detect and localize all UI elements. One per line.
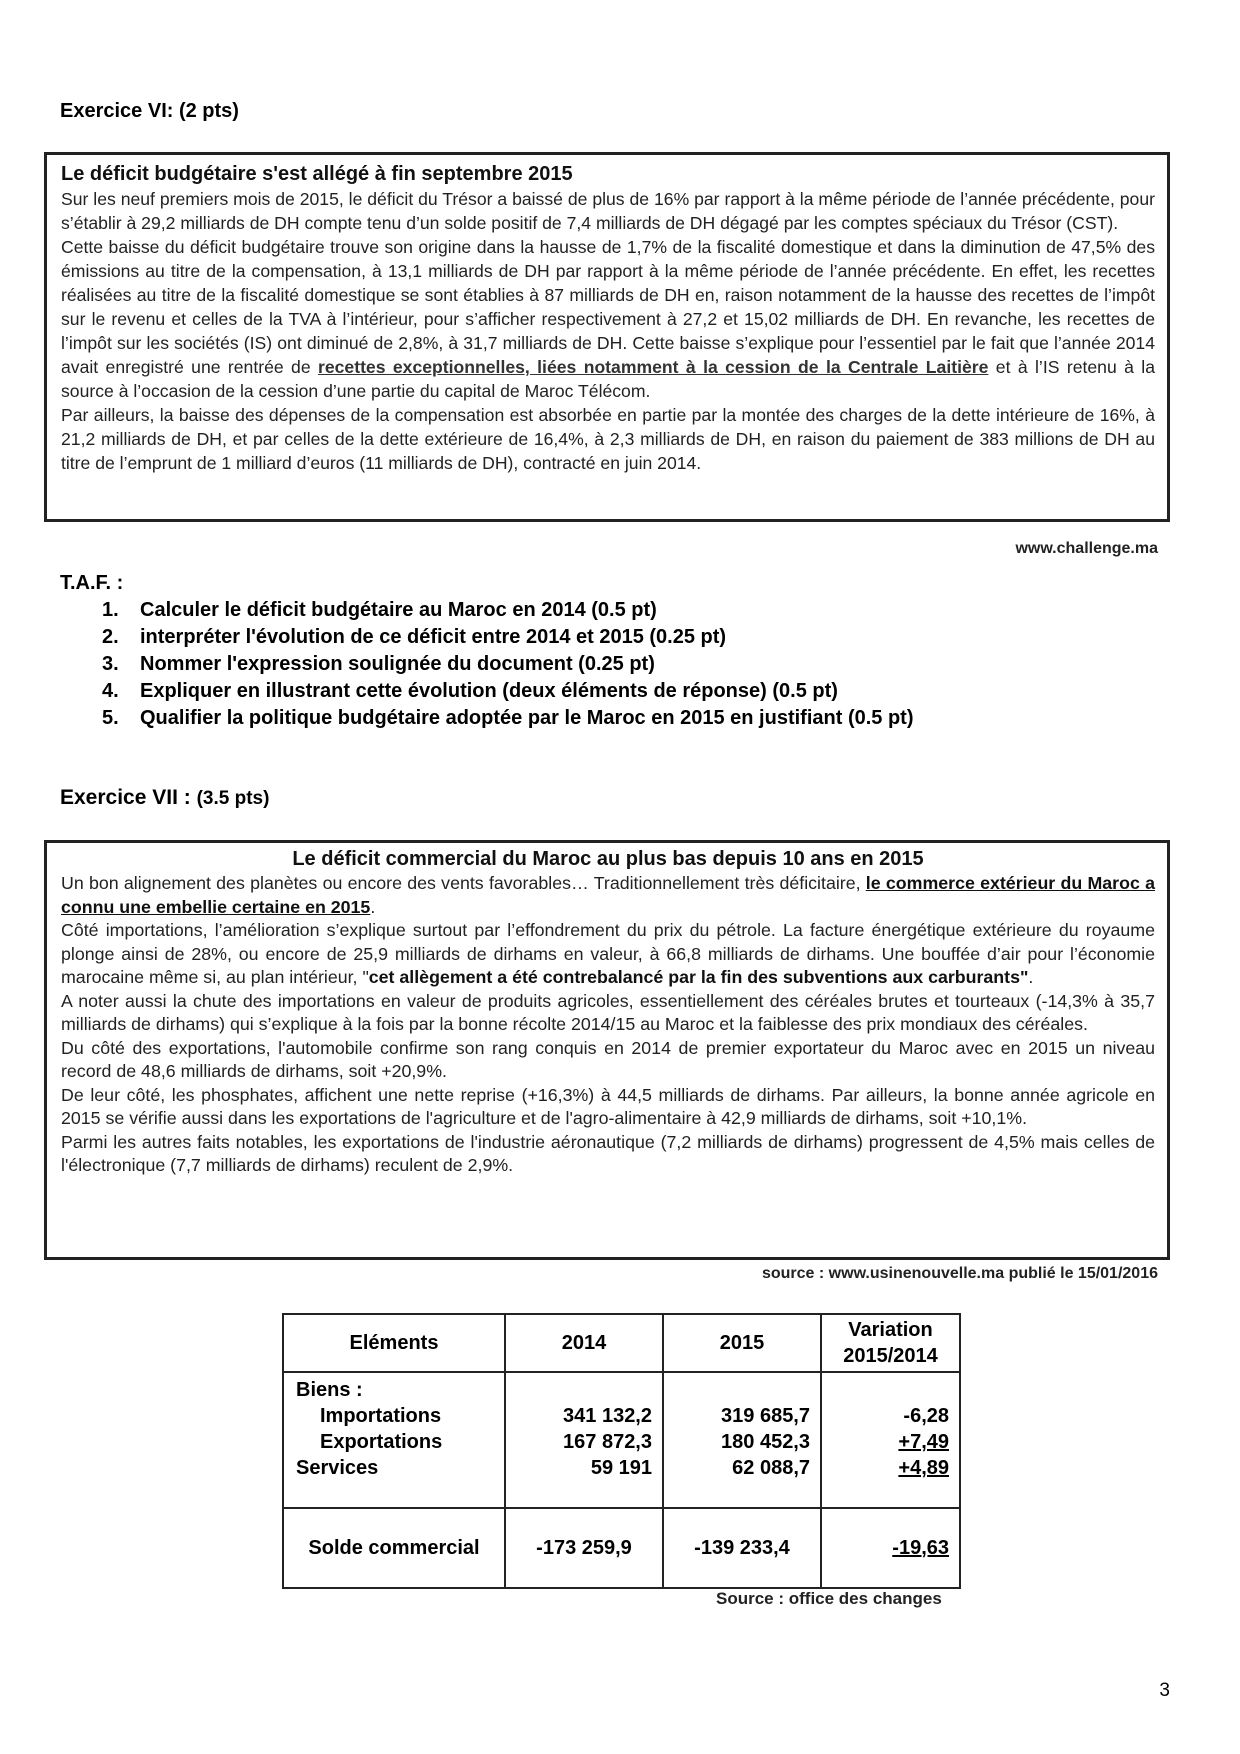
exercise-7-heading-points: (3.5 pts): [196, 788, 270, 809]
col-2014-cell: [505, 1372, 663, 1508]
taf-label: T.A.F. :: [60, 572, 124, 594]
table-header-row: [283, 1314, 960, 1372]
exercise-6-article-title: Le déficit budgétaire s'est allégé à fin septembre 2015: [61, 163, 573, 185]
exercise-6-paragraph-2: Cette baisse du déficit budgétaire trouve son origine dans la hausse de 1,7% de la fiscalité domestique et dans la diminution de 47,5% des émissions au titre de la compensation, à 13,1 milliards de DH par rapport à la même période de l’année précédente. En effet, les recettes réalisées au titre de la fiscalité domestique se sont établies à 87 milliards de DH en, raison notamment de la hausse des recettes de l’impôt sur le revenu et celles de la TVA à l’intérieur, pour s’afficher respectivement à 27,2 et 15,02 milliards de DH. En revanche, les recettes de l’impôt sur les sociétés (IS) ont diminué de 2,8%, à 31,7 milliards de DH. Cette baisse s’explique pour l’essentiel par le fait que l’année 2014 avait enregistré une rentrée de recettes exceptionnelles, liées notamment à la cession de la Centrale Laitière et à l’IS retenu à la source à l’occasion de la cession d’une partie du capital de Maroc Télécom.: [61, 237, 1155, 401]
exercise-6-paragraph-3: Par ailleurs, la baisse des dépenses de la compensation est absorbée en partie par la montée des charges de la dette intérieure de 16%, à 21,2 milliards de DH, et par celles de la dette extérieure de 16,4%, à 2,3 milliards de DH, en raison du paiement de 383 millions de DH au titre de l’emprunt de 1 milliard d’euros (11 milliards de DH), contracté en juin 2014.: [61, 405, 1155, 473]
solde-variation: -19,63: [892, 1536, 949, 1559]
question-text: interpréter l'évolution de ce déficit entre 2014 et 2015 (0.25 pt): [140, 626, 727, 648]
question-number: 5.: [102, 707, 119, 729]
header-2015: 2015: [663, 1314, 821, 1372]
question-text: Calculer le déficit budgétaire au Maroc en 2014 (0.5 pt): [140, 599, 657, 621]
question-number: 2.: [102, 626, 119, 648]
importations-2015: 319 685,7: [721, 1405, 810, 1427]
questions-list: [102, 597, 1180, 732]
question-text: Expliquer en illustrant cette évolution (deux éléments de réponse) (0.5 pt): [140, 680, 838, 702]
question-item: [102, 597, 1180, 624]
table-body-row: [283, 1372, 960, 1508]
exercise-6-heading: Exercice VI: (2 pts): [60, 100, 239, 122]
exercise-7-paragraph-3: A noter aussi la chute des importations en valeur de produits agricoles, essentiellement des céréales brutes et tourteaux (-14,3% à 35,7 milliards de dirhams) qui s’explique à la fois par la bonne récolte 2014/15 au Maroc et la faiblesse des prix mondiaux des céréales.: [61, 990, 1155, 1034]
exercise-6-source: www.challenge.ma: [1015, 540, 1158, 557]
question-item: [102, 705, 1180, 732]
exercise-7-paragraph-2: Côté importations, l’amélioration s’explique surtout par l’effondrement du prix du pétrole. La facture énergétique extérieure du royaume plonge ainsi de 28%, ou encore de 25,9 milliards de dirhams en valeur, à 66,8 milliards de dirhams. Une bouffée d’air pour l’économie marocaine même si, au plan intérieur, "cet allègement a été contrebalancé par la fin des subventions aux carburants".: [61, 920, 1155, 987]
exercise-7-paragraph-1: Un bon alignement des planètes ou encore des vents favorables… Traditionnellement très déficitaire, le commerce extérieur du Maroc a connu une embellie certaine en 2015.: [61, 873, 1155, 917]
header-2014: 2014: [505, 1314, 663, 1372]
importations-variation: -6,28: [903, 1405, 949, 1427]
solde-2015: -139 233,4: [663, 1508, 821, 1588]
trade-table: [282, 1313, 961, 1589]
question-item: [102, 651, 1180, 678]
row-label-exportations: Exportations: [320, 1431, 443, 1453]
solde-row: [283, 1508, 960, 1588]
bold-quote: cet allègement a été contrebalancé par la fin des subventions aux carburants": [368, 967, 1029, 987]
exportations-variation: +7,49: [898, 1431, 949, 1453]
underlined-expression-2: le commerce extérieur du Maroc a connu une embellie certaine en 2015: [61, 873, 1155, 917]
exportations-2015: 180 452,3: [721, 1431, 810, 1453]
exercise-7-article: [44, 840, 1170, 1260]
question-number: 4.: [102, 680, 119, 702]
row-label-importations: Importations: [320, 1405, 442, 1427]
exportations-2014: 167 872,3: [563, 1431, 652, 1453]
question-item: [102, 624, 1180, 651]
exercise-7-article-title: Le déficit commercial du Maroc au plus bas depuis 10 ans en 2015: [292, 848, 924, 870]
services-2014: 59 191: [590, 1457, 652, 1479]
solde-2014: -173 259,9: [505, 1508, 663, 1588]
exercise-7-paragraph-6: Parmi les autres faits notables, les exportations de l'industrie aéronautique (7,2 milliards de dirhams) progressent de 4,5% mais celles de l'électronique (7,7 milliards de dirhams) reculent de 2,9%.: [61, 1131, 1155, 1175]
row-label-services: Services: [296, 1457, 379, 1479]
exercise-7-paragraph-4: Du côté des exportations, l'automobile confirme son rang conquis en 2014 de premier exportateur du Maroc avec en 2015 un niveau record de 48,6 milliards de dirhams, soit +20,9%.: [61, 1037, 1155, 1081]
question-text: Qualifier la politique budgétaire adoptée par le Maroc en 2015 en justifiant (0.5 pt): [140, 707, 914, 729]
question-number: 1.: [102, 599, 119, 621]
taf-section: [60, 570, 1180, 732]
biens-label: Biens :: [296, 1379, 363, 1401]
header-elements: Eléments: [283, 1314, 505, 1372]
col-variation-cell: [821, 1372, 960, 1508]
page-number: 3: [1159, 1680, 1170, 1701]
services-2015: 62 088,7: [732, 1457, 810, 1479]
exercise-7-source: source : www.usinenouvelle.ma publié le 15/01/2016: [761, 1265, 1158, 1282]
question-number: 3.: [102, 653, 119, 675]
header-variation: Variation 2015/2014: [821, 1314, 960, 1372]
solde-label: Solde commercial: [283, 1508, 505, 1588]
question-item: [102, 678, 1180, 705]
underlined-expression: recettes exceptionnelles, liées notamment à la cession de la Centrale Laitière: [318, 357, 989, 377]
importations-2014: 341 132,2: [563, 1405, 652, 1427]
labels-cell: [283, 1372, 505, 1508]
question-text: Nommer l'expression soulignée du document (0.25 pt): [140, 653, 655, 675]
exercise-7-paragraph-5: De leur côté, les phosphates, affichent une nette reprise (+16,3%) à 44,5 milliards de dirhams. Par ailleurs, la bonne année agricole en 2015 se vérifie aussi dans les exportations de l'agriculture et de l'agro-alimentaire à 42,9 milliards de dirhams, soit +10,1%.: [61, 1084, 1155, 1128]
exercise-7-heading-main: Exercice VII :: [60, 786, 191, 809]
col-2015-cell: [663, 1372, 821, 1508]
table-source: Source : office des changes: [716, 1589, 942, 1608]
exercise-7-heading: [60, 786, 269, 810]
services-variation: +4,89: [898, 1457, 949, 1479]
exercise-6-paragraph-1: Sur les neuf premiers mois de 2015, le déficit du Trésor a baissé de plus de 16% par rapport à la même période de l’année précédente, pour s’établir à 29,2 milliards de DH compte tenu d’un solde positif de 7,4 milliards de DH dégagé par les comptes spéciaux du Trésor (CST).: [61, 189, 1155, 233]
exercise-6-article: [44, 152, 1170, 522]
